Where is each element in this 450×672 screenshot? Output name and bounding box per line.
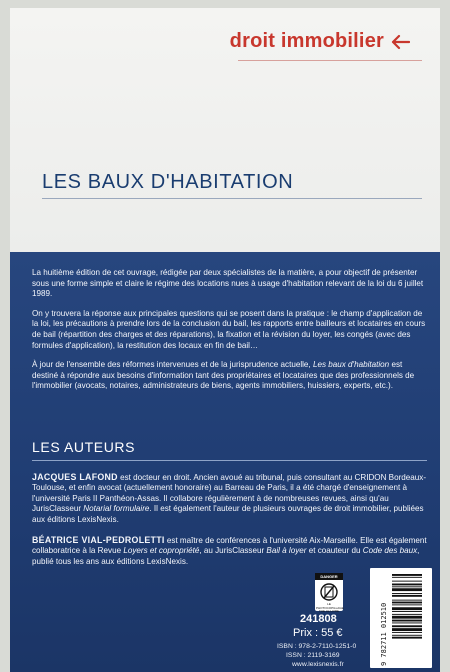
series-label [230,30,410,53]
issn: ISSN : 2119-3169 [286,652,340,659]
series-label-text: droit immobilier [229,30,384,52]
author-1: JACQUES LAFOND est docteur en droit. Ancien avoué au tribunal, puis consultant au CRIDON Bordeaux-Toulouse, et enfin avocat (actuellement honoraire) au Barreau de Paris, il a été chargé d'enseignement à l'université Paris II Panthéon-Assas. Il collabore régulièrement à de nombreuses revues, ainsi qu'au JurisClasseur Notarial formulaire. Il est également l'auteur de plusieurs ouvrages de droit immobilier, publiées aux éditions LexisNexis. [32,472,427,524]
price: Prix : 55 € [293,627,343,639]
barcode [370,568,432,668]
description-paragraph-1: La huitième édition de cet ouvrage, rédigée par deux spécialistes de la matière, a pour objectif de présenter sous une forme simple et claire le régime des locations nues à usage d'habitation relevant de la loi du 6 juillet 1989. [32,268,424,299]
author-bio: est maître de conférences à l'université Aix-Marseille. Elle est également collaboratrice à la Revue [32,536,427,556]
description [32,268,427,401]
author-bio: est docteur en droit. Ancien avoué au tribunal, puis consultant au CRIDON Bordeaux-Toulouse, et enfin avocat (actuellement honoraire) au Barreau de Paris, il a été chargé d'enseignement à l'université Paris II Panthéon-Assas. Il collabore régulièrement à de nombreuses revues, ainsi qu'au JurisClasseur [32,473,427,514]
author-name: BÉATRICE VIAL-PEDROLETTI [32,535,165,546]
website: www.lexisnexis.fr [292,661,344,668]
danger-badge-bottom: LE PHOTOCOPILLAGE TUE LE LIVRE [316,602,344,613]
author-2: BÉATRICE VIAL-PEDROLETTI est maître de conférences à l'université Aix-Marseille. Elle est également collaboratrice à la Revue Loyers et copropriété, au JurisClasseur Bail à loyer et coauteur du Code des baux, publié tous les ans aux éditions LexisNexis. [32,535,427,566]
description-paragraph-2: On y trouvera la réponse aux principales questions qui se posent dans la pratique : le champ d'application de la loi, les précautions à prendre lors de la conclusion du bail, les rapports entre bailleurs et locataires en cours de bail (répartition des charges et des réparations), la fixation et la révision du loyer, les congés (avec des formules d'application), la restitution des locaux en fin de bail… [32,308,426,350]
book-title: LES BAUX D'HABITATION [42,171,294,193]
barcode-icon [376,572,426,664]
barcode-digits: 9 782711 012510 [380,602,388,666]
isbn: ISBN : 978-2-7110-1251-0 [277,643,357,650]
danger-photocopy-icon [320,582,338,602]
authors-list [32,472,427,577]
danger-badge-top: DANGER [315,573,343,580]
danger-badge [315,573,343,611]
description-paragraph-3: À jour de l'ensemble des réformes intervenues et de la jurisprudence actuelle, Les baux d'habitation est destiné à répondre aux besoins d'information tant des propriétaires et locataires que des professionnels de l'immobilier (avocats, notaires, administrateurs de biens, agents immobiliers, huissiers, experts, etc.). [32,360,415,391]
top-panel [10,8,440,252]
title-mention: Les baux d'habitation [312,360,390,370]
author-name: JACQUES LAFOND [32,472,118,482]
authors-heading: LES AUTEURS [32,439,136,455]
product-code: 241808 [300,613,337,625]
header-rule [238,60,422,61]
authors-rule [32,460,427,461]
arrow-left-icon [390,34,410,50]
title-rule [42,198,422,199]
